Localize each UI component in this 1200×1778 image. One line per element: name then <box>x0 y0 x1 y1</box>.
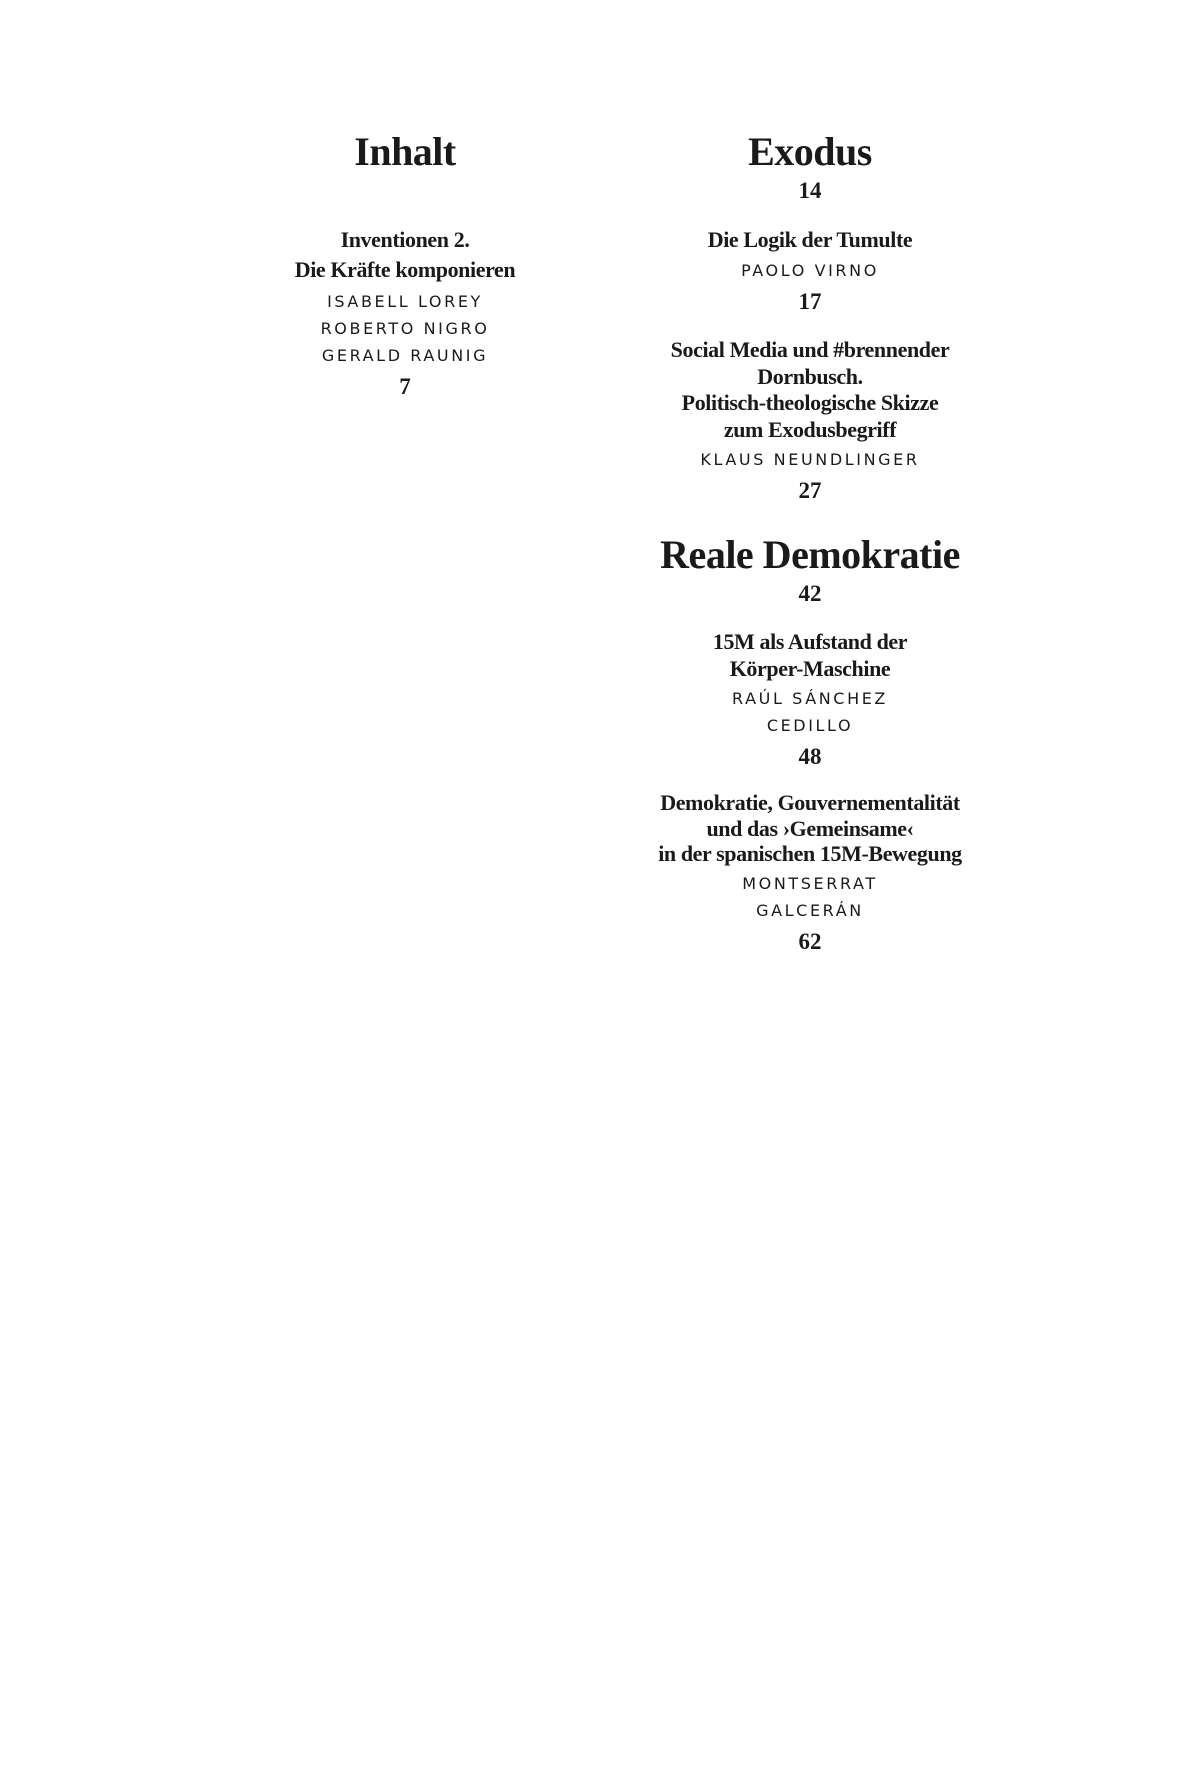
entry-author: ROBERTO NIGRO <box>320 319 490 338</box>
section-page-number: 42 <box>798 581 822 606</box>
toc-entry-inventionen[interactable] <box>270 225 540 403</box>
toc-heading: Inhalt <box>354 129 456 174</box>
entry-title-line: Dornbusch. <box>757 363 863 389</box>
entry-page-number: 27 <box>798 478 822 503</box>
section-title-exodus[interactable]: Exodus <box>748 129 872 174</box>
entry-title-line: Die Kräfte komponieren <box>294 257 516 282</box>
entry-title-line: zum Exodusbegriff <box>723 416 897 442</box>
entry-title-line: Demokratie, Gouvernementalität <box>660 790 960 815</box>
toc-entry-social-media[interactable] <box>610 337 1010 507</box>
entry-title-line: Social Media und #brennender <box>670 337 950 362</box>
section-title-reale-demokratie[interactable]: Reale Demokratie <box>660 532 960 577</box>
entry-author: MONTSERRAT <box>742 873 878 893</box>
toc-entry-demokratie-gouvernementalitaet[interactable] <box>610 790 1010 958</box>
entry-author: ISABELL LOREY <box>327 292 483 311</box>
entry-page-number: 48 <box>798 744 822 769</box>
entry-title-line: Inventionen 2. <box>340 227 470 252</box>
entry-title-line: in der spanischen 15M-Bewegung <box>658 841 962 866</box>
entry-author: KLAUS NEUNDLINGER <box>700 450 920 469</box>
section-page-number: 14 <box>798 178 822 203</box>
entry-page-number: 7 <box>399 374 411 399</box>
toc-entry-15m-aufstand[interactable] <box>610 628 1010 773</box>
entry-author: RAÚL SÁNCHEZ <box>732 689 888 708</box>
entry-title-line: und das ›Gemeinsame‹ <box>706 815 914 841</box>
entry-page-number: 62 <box>798 928 822 954</box>
entry-title-line: Politisch-theologische Skizze <box>681 390 939 415</box>
toc-entry-logik-der-tumulte[interactable] <box>610 225 1010 318</box>
entry-page-number: 17 <box>798 289 822 314</box>
entry-author: GERALD RAUNIG <box>321 346 489 365</box>
entry-title-line: 15M als Aufstand der <box>712 629 908 654</box>
entry-author: PAOLO VIRNO <box>741 261 879 280</box>
entry-author: CEDILLO <box>766 716 854 735</box>
entry-title-line: Die Logik der Tumulte <box>707 227 913 252</box>
entry-author: GALCERÁN <box>756 900 864 920</box>
entry-title-line: Körper-Maschine <box>729 656 891 681</box>
